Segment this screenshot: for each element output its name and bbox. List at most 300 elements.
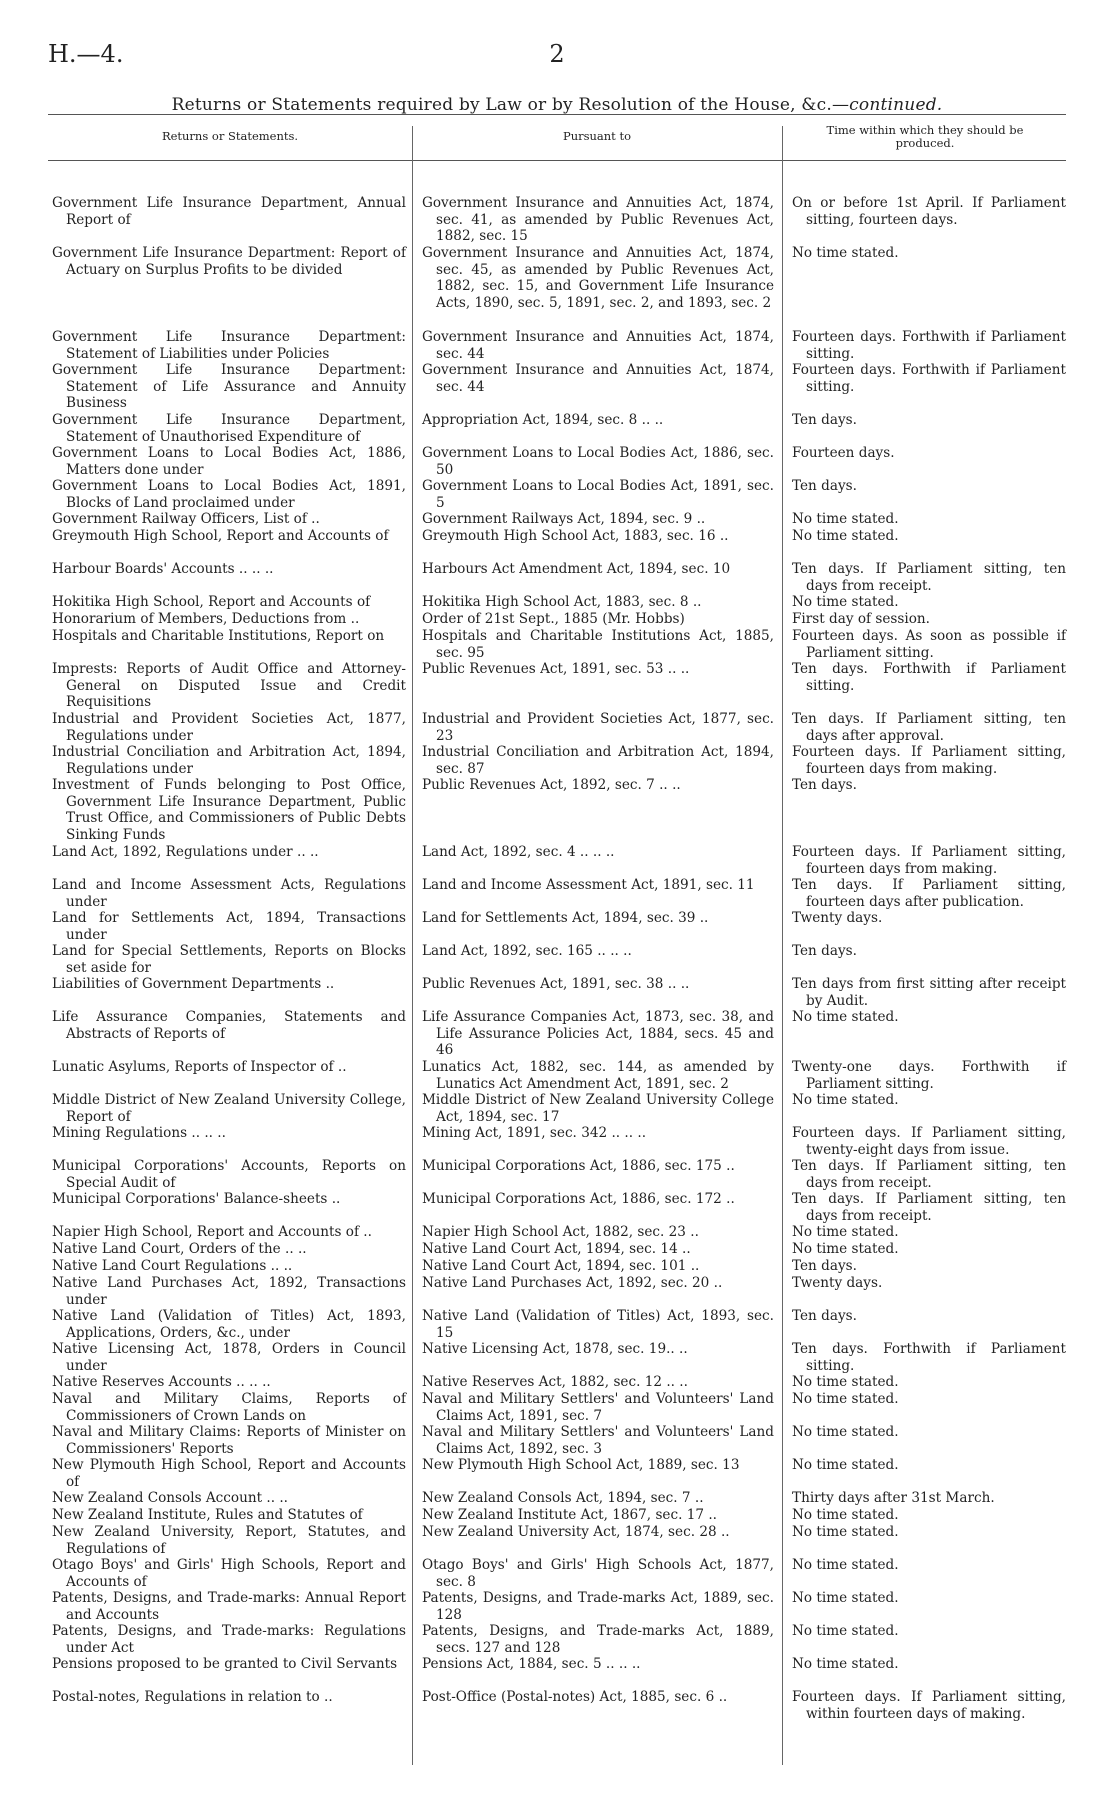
- pursuant-cell-text: New Zealand University Act, 1874, sec. 28 ..: [422, 1524, 730, 1540]
- pursuant-cell-text: Middle District of New Zealand University College Act, 1894, sec. 17: [422, 1092, 774, 1125]
- pursuant-cell: [412, 1374, 782, 1391]
- returns-cell: [52, 877, 412, 910]
- returns-table: [52, 195, 1066, 1722]
- returns-cell-text: Native Licensing Act, 1878, Orders in Council under: [52, 1341, 406, 1374]
- table-row: [52, 910, 1066, 943]
- pursuant-cell-text: Government Insurance and Annuities Act, 1874, sec. 45, as amended by Public Revenues Act, 1882, sec. 15, and Government Life Insurance Acts, 1890, sec. 5, 1891, sec. 2, and 1893, sec. 2: [422, 245, 774, 311]
- table-row: [52, 511, 1066, 528]
- time-cell-text: No time stated.: [792, 1524, 899, 1540]
- returns-cell-text: Honorarium of Members, Deductions from ..: [52, 611, 360, 627]
- time-cell: [782, 1590, 1066, 1623]
- returns-cell-text: Hokitika High School, Report and Accounts of: [52, 594, 371, 610]
- pursuant-cell-text: Public Revenues Act, 1891, sec. 38 .. ..: [422, 976, 690, 992]
- returns-cell-text: Municipal Corporations' Balance-sheets ..: [52, 1191, 341, 1207]
- time-cell-text: No time stated.: [792, 1241, 899, 1257]
- returns-cell-text: Native Land Court, Orders of the .. ..: [52, 1241, 307, 1257]
- time-cell-text: Fourteen days.: [792, 445, 895, 461]
- table-row: [52, 1308, 1066, 1341]
- pursuant-cell-text: Industrial Conciliation and Arbitration Act, 1894, sec. 87: [422, 744, 774, 777]
- returns-cell: [52, 1341, 412, 1374]
- returns-cell: [52, 1258, 412, 1275]
- time-cell-text: Twenty days.: [792, 910, 883, 926]
- returns-cell-text: Industrial and Provident Societies Act, 1877, Regulations under: [52, 711, 406, 744]
- table-row: [52, 1059, 1066, 1092]
- time-cell-text: Ten days. If Parliament sitting, ten days from receipt.: [792, 561, 1066, 594]
- time-cell: [782, 412, 1066, 445]
- time-cell-text: Thirty days after 31st March.: [792, 1490, 995, 1506]
- returns-cell-text: Harbour Boards' Accounts .. .. ..: [52, 561, 274, 577]
- pursuant-cell-text: Industrial and Provident Societies Act, 1877, sec. 23: [422, 711, 774, 744]
- pursuant-cell: [412, 561, 782, 594]
- pursuant-cell: [412, 362, 782, 412]
- table-row: [52, 1524, 1066, 1557]
- returns-cell-text: Naval and Military Claims, Reports of Commissioners of Crown Lands on: [52, 1391, 406, 1424]
- time-cell-text: No time stated.: [792, 1424, 899, 1440]
- time-cell-text: No time stated.: [792, 1656, 899, 1672]
- pursuant-cell: [412, 744, 782, 777]
- time-cell-text: Ten days.: [792, 777, 857, 793]
- table-row: [52, 1092, 1066, 1125]
- time-cell-text: No time stated.: [792, 1092, 899, 1108]
- column-header-pursuant: Pursuant to: [562, 129, 632, 143]
- pursuant-cell: [412, 877, 782, 910]
- pursuant-cell: [412, 412, 782, 445]
- time-cell-text: Ten days.: [792, 478, 857, 494]
- time-cell-text: Ten days. Forthwith if Parliament sitting.: [792, 661, 1066, 694]
- pursuant-cell-text: Mining Act, 1891, sec. 342 .. .. ..: [422, 1125, 647, 1141]
- time-cell: [782, 478, 1066, 511]
- time-cell: [782, 744, 1066, 777]
- pursuant-cell-text: Life Assurance Companies Act, 1873, sec. 38, and Life Assurance Policies Act, 1884, secs. 45 and 46: [422, 1009, 774, 1058]
- time-cell: [782, 1490, 1066, 1507]
- time-cell-text: No time stated.: [792, 594, 899, 610]
- returns-cell: [52, 561, 412, 594]
- table-row: [52, 1391, 1066, 1424]
- returns-cell: [52, 611, 412, 628]
- time-cell-text: No time stated.: [792, 1507, 899, 1523]
- pursuant-cell: [412, 1424, 782, 1457]
- time-cell: [782, 910, 1066, 943]
- returns-cell-text: Industrial Conciliation and Arbitration Act, 1894, Regulations under: [52, 744, 406, 777]
- pursuant-cell: [412, 1590, 782, 1623]
- table-row: [52, 943, 1066, 976]
- time-cell: [782, 245, 1066, 329]
- returns-cell-text: Middle District of New Zealand University College, Report of: [52, 1092, 406, 1125]
- time-cell: [782, 1158, 1066, 1191]
- pursuant-cell-text: Native Licensing Act, 1878, sec. 19.. ..: [422, 1341, 688, 1357]
- returns-cell: [52, 943, 412, 976]
- time-cell-text: Ten days.: [792, 943, 857, 959]
- time-cell-text: Ten days. If Parliament sitting, fourteen days after publication.: [792, 877, 1066, 910]
- pursuant-cell-text: Native Land (Validation of Titles) Act, 1893, sec. 15: [422, 1308, 774, 1341]
- time-cell-text: Fourteen days. If Parliament sitting, within fourteen days of making.: [792, 1689, 1066, 1722]
- table-row: [52, 1507, 1066, 1524]
- returns-cell-text: Government Loans to Local Bodies Act, 1891, Blocks of Land proclaimed under: [52, 478, 406, 511]
- time-cell-text: Fourteen days. If Parliament sitting, fourteen days from making.: [792, 844, 1066, 877]
- pursuant-cell-text: New Plymouth High School Act, 1889, sec. 13: [422, 1457, 740, 1473]
- pursuant-cell: [412, 661, 782, 711]
- time-cell: [782, 1457, 1066, 1490]
- returns-cell-text: Greymouth High School, Report and Accounts of: [52, 528, 389, 544]
- returns-cell: [52, 976, 412, 1009]
- table-row: [52, 245, 1066, 329]
- returns-cell-text: Patents, Designs, and Trade-marks: Annual Report and Accounts: [52, 1590, 406, 1623]
- pursuant-cell: [412, 329, 782, 362]
- table-row: [52, 844, 1066, 877]
- table-row: [52, 195, 1066, 245]
- table-row: [52, 1689, 1066, 1722]
- returns-cell-text: Government Life Insurance Department: Statement of Liabilities under Policies: [52, 329, 406, 362]
- returns-cell: [52, 1009, 412, 1059]
- returns-cell: [52, 362, 412, 412]
- time-cell: [782, 594, 1066, 611]
- pursuant-cell: [412, 976, 782, 1009]
- returns-cell: [52, 1391, 412, 1424]
- time-cell: [782, 195, 1066, 245]
- time-cell-text: Ten days. If Parliament sitting, ten days after approval.: [792, 711, 1066, 744]
- table-row: [52, 1623, 1066, 1656]
- time-cell: [782, 445, 1066, 478]
- returns-cell-text: Pensions proposed to be granted to Civil Servants: [52, 1656, 398, 1672]
- time-cell: [782, 1391, 1066, 1424]
- time-cell: [782, 1689, 1066, 1722]
- returns-cell-text: Government Life Insurance Department: Statement of Life Assurance and Annuity Business: [52, 362, 406, 411]
- time-cell: [782, 1241, 1066, 1258]
- returns-cell: [52, 744, 412, 777]
- time-cell: [782, 1059, 1066, 1092]
- time-cell-text: Ten days.: [792, 1308, 857, 1324]
- returns-cell: [52, 329, 412, 362]
- pursuant-cell-text: Patents, Designs, and Trade-marks Act, 1889, secs. 127 and 128: [422, 1623, 774, 1656]
- returns-cell: [52, 1241, 412, 1258]
- pursuant-cell-text: Order of 21st Sept., 1885 (Mr. Hobbs): [422, 611, 685, 627]
- returns-cell: [52, 245, 412, 329]
- table-row: [52, 1009, 1066, 1059]
- time-cell: [782, 1191, 1066, 1224]
- pursuant-cell: [412, 1158, 782, 1191]
- returns-cell: [52, 1059, 412, 1092]
- returns-cell-text: Native Land Purchases Act, 1892, Transactions under: [52, 1275, 406, 1308]
- table-row: [52, 412, 1066, 445]
- time-cell: [782, 1092, 1066, 1125]
- pursuant-cell-text: Naval and Military Settlers' and Volunteers' Land Claims Act, 1892, sec. 3: [422, 1424, 774, 1457]
- returns-cell: [52, 711, 412, 744]
- pursuant-cell: [412, 478, 782, 511]
- table-row: [52, 528, 1066, 561]
- time-cell: [782, 777, 1066, 844]
- returns-cell-text: Imprests: Reports of Audit Office and Attorney-General on Disputed Issue and Credit Requisitions: [52, 661, 406, 710]
- pursuant-cell-text: Napier High School Act, 1882, sec. 23 ..: [422, 1224, 699, 1240]
- returns-cell-text: Native Land (Validation of Titles) Act, 1893, Applications, Orders, &c., under: [52, 1308, 406, 1341]
- returns-cell-text: Government Railway Officers, List of ..: [52, 511, 320, 527]
- pursuant-cell-text: New Zealand Consols Act, 1894, sec. 7 ..: [422, 1490, 704, 1506]
- time-cell-text: Ten days. If Parliament sitting, ten days from receipt.: [792, 1191, 1066, 1224]
- table-row: [52, 561, 1066, 594]
- returns-cell: [52, 195, 412, 245]
- pursuant-cell-text: Naval and Military Settlers' and Volunteers' Land Claims Act, 1891, sec. 7: [422, 1391, 774, 1424]
- pursuant-cell-text: Land and Income Assessment Act, 1891, sec. 11: [422, 877, 755, 893]
- table-row: [52, 661, 1066, 711]
- returns-cell: [52, 1490, 412, 1507]
- pursuant-cell: [412, 1557, 782, 1590]
- pursuant-cell: [412, 594, 782, 611]
- time-cell-text: No time stated.: [792, 1009, 899, 1025]
- table-row: [52, 1557, 1066, 1590]
- returns-cell-text: Land for Settlements Act, 1894, Transactions under: [52, 910, 406, 943]
- pursuant-cell: [412, 1059, 782, 1092]
- returns-cell-text: Mining Regulations .. .. ..: [52, 1125, 226, 1141]
- returns-cell-text: Land Act, 1892, Regulations under .. ..: [52, 844, 319, 860]
- returns-cell-text: New Zealand University, Report, Statutes, and Regulations of: [52, 1524, 406, 1557]
- time-cell: [782, 1009, 1066, 1059]
- pursuant-cell-text: Public Revenues Act, 1892, sec. 7 .. ..: [422, 777, 681, 793]
- time-cell: [782, 1557, 1066, 1590]
- pursuant-cell-text: Native Reserves Act, 1882, sec. 12 .. ..: [422, 1374, 688, 1390]
- table-row: [52, 1241, 1066, 1258]
- returns-cell-text: Otago Boys' and Girls' High Schools, Report and Accounts of: [52, 1557, 406, 1590]
- time-cell: [782, 1224, 1066, 1241]
- returns-cell: [52, 1656, 412, 1689]
- time-cell-text: Fourteen days. As soon as possible if Parliament sitting.: [792, 628, 1066, 661]
- page-code: H.—4.: [48, 40, 124, 68]
- time-cell: [782, 628, 1066, 661]
- returns-cell: [52, 1507, 412, 1524]
- time-cell-text: Fourteen days. Forthwith if Parliament sitting.: [792, 329, 1066, 362]
- returns-cell-text: New Plymouth High School, Report and Accounts of: [52, 1457, 406, 1490]
- time-cell-text: No time stated.: [792, 528, 899, 544]
- returns-cell-text: Land and Income Assessment Acts, Regulations under: [52, 877, 406, 910]
- pursuant-cell: [412, 1623, 782, 1656]
- returns-cell: [52, 445, 412, 478]
- time-cell: [782, 1308, 1066, 1341]
- returns-cell-text: Government Life Insurance Department, Statement of Unauthorised Expenditure of: [52, 412, 406, 445]
- pursuant-cell: [412, 511, 782, 528]
- title-continued: continued.: [849, 95, 943, 115]
- pursuant-cell: [412, 195, 782, 245]
- time-cell: [782, 877, 1066, 910]
- pursuant-cell-text: Government Insurance and Annuities Act, 1874, sec. 41, as amended by Public Revenues Act, 1882, sec. 15: [422, 195, 774, 244]
- returns-cell-text: Government Loans to Local Bodies Act, 1886, Matters done under: [52, 445, 406, 478]
- pursuant-cell: [412, 1656, 782, 1689]
- time-cell: [782, 976, 1066, 1009]
- pursuant-cell: [412, 777, 782, 844]
- time-cell-text: No time stated.: [792, 511, 899, 527]
- title-text: Returns or Statements required by Law or by Resolution of the House, &c.—: [171, 95, 850, 115]
- table-row: [52, 711, 1066, 744]
- pursuant-cell: [412, 844, 782, 877]
- time-cell-text: No time stated.: [792, 1590, 899, 1606]
- pursuant-cell: [412, 1341, 782, 1374]
- table-row: [52, 1341, 1066, 1374]
- returns-cell: [52, 1125, 412, 1158]
- time-cell-text: Twenty-one days. Forthwith if Parliament sitting.: [792, 1059, 1066, 1092]
- pursuant-cell: [412, 711, 782, 744]
- pursuant-cell-text: Land for Settlements Act, 1894, sec. 39 ..: [422, 910, 709, 926]
- time-cell-text: No time stated.: [792, 1557, 899, 1573]
- returns-cell-text: Naval and Military Claims: Reports of Minister on Commissioners' Reports: [52, 1424, 406, 1457]
- table-row: [52, 1275, 1066, 1308]
- time-cell-text: No time stated.: [792, 1391, 899, 1407]
- pursuant-cell-text: Hokitika High School Act, 1883, sec. 8 ..: [422, 594, 702, 610]
- pursuant-cell-text: Government Insurance and Annuities Act, 1874, sec. 44: [422, 329, 774, 362]
- returns-cell: [52, 1689, 412, 1722]
- returns-cell: [52, 528, 412, 561]
- column-header-returns: Returns or Statements.: [161, 129, 299, 143]
- pursuant-cell: [412, 1524, 782, 1557]
- time-cell-text: First day of session.: [792, 611, 930, 627]
- pursuant-cell: [412, 1689, 782, 1722]
- returns-cell: [52, 1092, 412, 1125]
- pursuant-cell-text: Land Act, 1892, sec. 4 .. .. ..: [422, 844, 615, 860]
- returns-cell: [52, 511, 412, 528]
- returns-cell: [52, 1457, 412, 1490]
- returns-cell-text: Patents, Designs, and Trade-marks: Regulations under Act: [52, 1623, 406, 1656]
- pursuant-cell-text: Post-Office (Postal-notes) Act, 1885, sec. 6 ..: [422, 1689, 728, 1705]
- time-cell-text: Twenty days.: [792, 1275, 883, 1291]
- pursuant-cell: [412, 943, 782, 976]
- time-cell: [782, 661, 1066, 711]
- time-cell-text: No time stated.: [792, 245, 899, 261]
- time-cell: [782, 528, 1066, 561]
- column-header-time: Time within which they should be produced.: [826, 123, 1024, 150]
- pursuant-cell: [412, 628, 782, 661]
- pursuant-cell-text: Municipal Corporations Act, 1886, sec. 172 ..: [422, 1191, 735, 1207]
- time-cell-text: Fourteen days. If Parliament sitting, twenty-eight days from issue.: [792, 1125, 1066, 1158]
- returns-cell: [52, 910, 412, 943]
- returns-cell-text: Government Life Insurance Department: Report of Actuary on Surplus Profits to be divided: [52, 245, 406, 278]
- table-row: [52, 777, 1066, 844]
- pursuant-cell-text: Harbours Act Amendment Act, 1894, sec. 10: [422, 561, 731, 577]
- table-row: [52, 1191, 1066, 1224]
- returns-cell: [52, 1191, 412, 1224]
- pursuant-cell: [412, 1308, 782, 1341]
- returns-cell: [52, 1275, 412, 1308]
- returns-cell: [52, 1424, 412, 1457]
- table-row: [52, 478, 1066, 511]
- returns-cell: [52, 1524, 412, 1557]
- time-cell-text: Ten days.: [792, 412, 857, 428]
- returns-cell: [52, 777, 412, 844]
- table-row: [52, 329, 1066, 362]
- table-row: [52, 744, 1066, 777]
- pursuant-cell: [412, 1275, 782, 1308]
- pursuant-cell: [412, 910, 782, 943]
- table-row: [52, 1424, 1066, 1457]
- returns-cell-text: Liabilities of Government Departments ..: [52, 976, 335, 992]
- pursuant-cell-text: Greymouth High School Act, 1883, sec. 16 ..: [422, 528, 729, 544]
- returns-cell: [52, 594, 412, 611]
- table-row: [52, 976, 1066, 1009]
- table-row: [52, 1125, 1066, 1158]
- returns-cell-text: Postal-notes, Regulations in relation to ..: [52, 1689, 333, 1705]
- pursuant-cell-text: Municipal Corporations Act, 1886, sec. 175 ..: [422, 1158, 735, 1174]
- pursuant-cell-text: Government Loans to Local Bodies Act, 1891, sec. 5: [422, 478, 774, 511]
- returns-cell: [52, 1590, 412, 1623]
- time-cell-text: No time stated.: [792, 1457, 899, 1473]
- pursuant-cell: [412, 1191, 782, 1224]
- table-row: [52, 1158, 1066, 1191]
- time-cell-text: Fourteen days. If Parliament sitting, fourteen days from making.: [792, 744, 1066, 777]
- returns-cell: [52, 1623, 412, 1656]
- returns-cell: [52, 1308, 412, 1341]
- time-cell: [782, 329, 1066, 362]
- time-cell-text: On or before 1st April. If Parliament sitting, fourteen days.: [792, 195, 1066, 228]
- page-title: [0, 95, 1114, 115]
- time-cell: [782, 611, 1066, 628]
- time-cell: [782, 1424, 1066, 1457]
- time-cell-text: No time stated.: [792, 1224, 899, 1240]
- pursuant-cell: [412, 1092, 782, 1125]
- time-cell: [782, 1258, 1066, 1275]
- returns-cell: [52, 478, 412, 511]
- table-row: [52, 628, 1066, 661]
- table-row: [52, 611, 1066, 628]
- pursuant-cell-text: Patents, Designs, and Trade-marks Act, 1889, sec. 128: [422, 1590, 774, 1623]
- pursuant-cell: [412, 611, 782, 628]
- time-cell-text: Ten days from first sitting after receipt by Audit.: [792, 976, 1066, 1009]
- table-row: [52, 1224, 1066, 1241]
- page-header: [48, 40, 1066, 76]
- time-cell-text: No time stated.: [792, 1623, 899, 1639]
- table-top-rule: [48, 114, 1066, 115]
- time-cell: [782, 1507, 1066, 1524]
- pursuant-cell: [412, 528, 782, 561]
- time-cell: [782, 1341, 1066, 1374]
- header-bottom-rule: [48, 160, 1066, 161]
- pursuant-cell: [412, 1125, 782, 1158]
- returns-cell: [52, 1557, 412, 1590]
- returns-cell-text: New Zealand Institute, Rules and Statutes of: [52, 1507, 363, 1523]
- table-row: [52, 1490, 1066, 1507]
- pursuant-cell: [412, 1507, 782, 1524]
- table-row: [52, 362, 1066, 412]
- pursuant-cell-text: Native Land Court Act, 1894, sec. 101 ..: [422, 1258, 700, 1274]
- time-cell: [782, 943, 1066, 976]
- pursuant-cell-text: Lunatics Act, 1882, sec. 144, as amended by Lunatics Act Amendment Act, 1891, sec. 2: [422, 1059, 774, 1092]
- time-cell: [782, 362, 1066, 412]
- time-cell: [782, 1125, 1066, 1158]
- pursuant-cell: [412, 1490, 782, 1507]
- pursuant-cell-text: Otago Boys' and Girls' High Schools Act, 1877, sec. 8: [422, 1557, 774, 1590]
- returns-cell-text: Government Life Insurance Department, Annual Report of: [52, 195, 406, 228]
- table-row: [52, 1457, 1066, 1490]
- time-cell: [782, 511, 1066, 528]
- table-row: [52, 877, 1066, 910]
- pursuant-cell: [412, 1457, 782, 1490]
- returns-cell: [52, 1224, 412, 1241]
- time-cell: [782, 1623, 1066, 1656]
- time-cell-text: Ten days. Forthwith if Parliament sitting.: [792, 1341, 1066, 1374]
- returns-cell-text: Life Assurance Companies, Statements and Abstracts of Reports of: [52, 1009, 406, 1042]
- time-cell: [782, 1374, 1066, 1391]
- table-row: [52, 1258, 1066, 1275]
- returns-cell: [52, 412, 412, 445]
- time-cell: [782, 1524, 1066, 1557]
- table-row: [52, 594, 1066, 611]
- pursuant-cell: [412, 245, 782, 329]
- pursuant-cell-text: Government Railways Act, 1894, sec. 9 ..: [422, 511, 706, 527]
- time-cell: [782, 844, 1066, 877]
- time-cell: [782, 561, 1066, 594]
- returns-cell-text: Municipal Corporations' Accounts, Reports on Special Audit of: [52, 1158, 406, 1191]
- returns-cell: [52, 844, 412, 877]
- pursuant-cell-text: Native Land Court Act, 1894, sec. 14 ..: [422, 1241, 691, 1257]
- returns-cell-text: Napier High School, Report and Accounts of ..: [52, 1224, 372, 1240]
- pursuant-cell-text: Government Insurance and Annuities Act, 1874, sec. 44: [422, 362, 774, 395]
- pursuant-cell-text: Pensions Act, 1884, sec. 5 .. .. ..: [422, 1656, 641, 1672]
- pursuant-cell-text: Land Act, 1892, sec. 165 .. .. ..: [422, 943, 632, 959]
- time-cell-text: Ten days.: [792, 1258, 857, 1274]
